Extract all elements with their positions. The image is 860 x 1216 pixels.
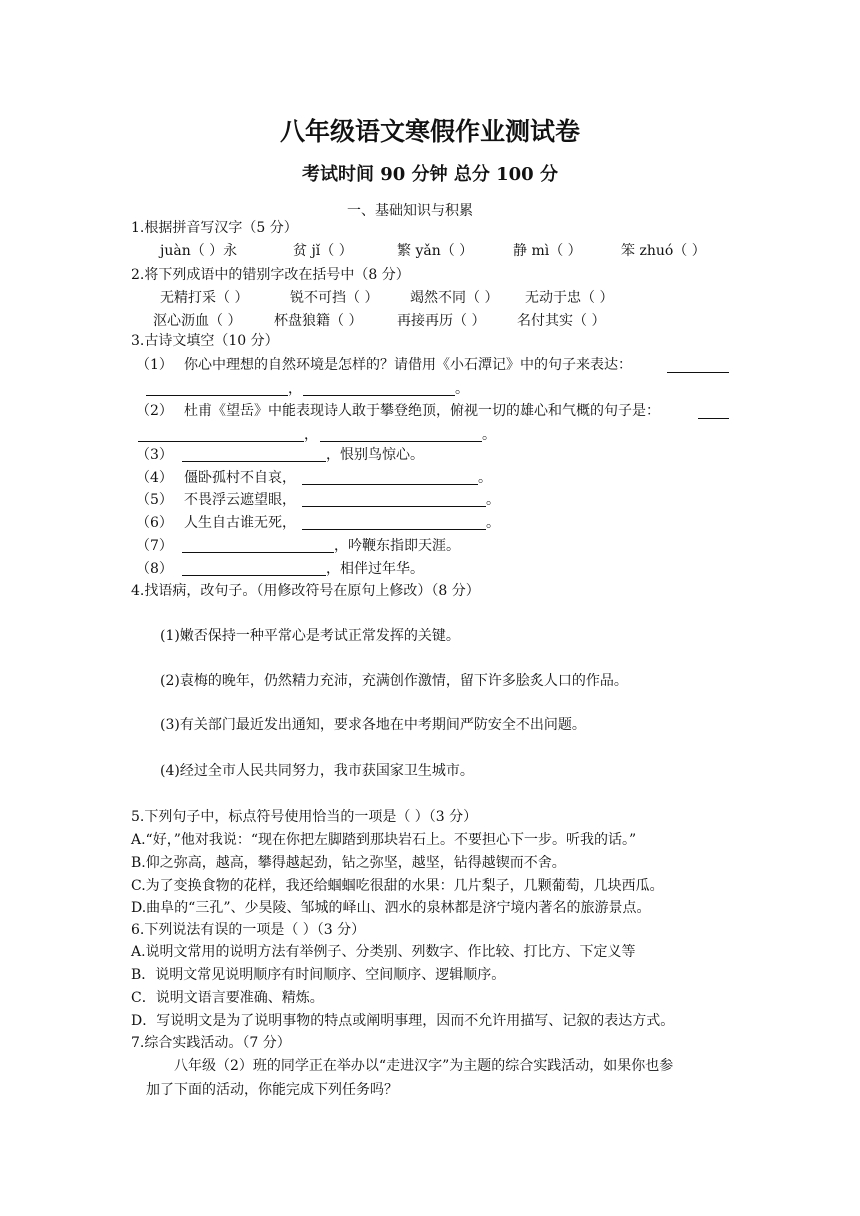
period: 。 — [478, 470, 492, 486]
q1-item: 贫 jǐ（ ） — [293, 243, 353, 259]
q1-stem: 1.根据拼音写汉字（5 分） — [131, 220, 298, 236]
answer-blank — [146, 381, 288, 396]
item-number: （3） — [136, 447, 173, 463]
period: 。 — [482, 427, 496, 443]
option-d: D.曲阜的“三孔”、少昊陵、邹城的峄山、泗水的泉林都是济宁境内著名的旅游景点。 — [131, 900, 651, 916]
q1-item: juàn（ ）永 — [160, 243, 238, 259]
question-text: ，相伴过年华。 — [326, 561, 424, 577]
comma: ， — [288, 381, 302, 397]
idiom-item: 竭然不同（ ） — [410, 290, 499, 306]
question-text: ，吟鞭东指即天涯。 — [334, 538, 460, 554]
answer-blank — [667, 358, 729, 373]
question-text: 杜甫《望岳》中能表现诗人敢于攀登绝顶，俯视一切的雄心和气概的句子是： — [184, 403, 660, 419]
answer-blank — [302, 470, 478, 485]
idiom-item: 无精打采（ ） — [160, 290, 249, 306]
answer-blank — [698, 404, 729, 419]
answer-blank — [302, 515, 486, 530]
q5-stem: 5.下列句子中，标点符号使用恰当的一项是（ ）（3 分） — [131, 809, 478, 825]
sentence: (1)嫩否保持一种平常心是考试正常发挥的关键。 — [160, 628, 460, 644]
option-a: A.“好，”他对我说：“现在你把左脚踏到那块岩石上。不要担心下一步。听我的话。” — [131, 832, 637, 848]
item-number: （8） — [136, 561, 173, 577]
answer-blank — [138, 427, 304, 442]
period: 。 — [486, 515, 500, 531]
comma: ， — [304, 427, 318, 443]
item-number: （2） — [136, 403, 173, 419]
answer-blank — [303, 381, 455, 396]
answer-blank — [182, 538, 334, 553]
q6-stem: 6.下列说法有误的一项是（ ）（3 分） — [131, 922, 366, 938]
period: 。 — [486, 492, 500, 508]
q4-stem: 4.找语病，改句子。（用修改符号在原句上修改）（8 分） — [131, 583, 480, 599]
idiom-item: 沤心沥血（ ） — [153, 313, 242, 329]
idiom-item: 锐不可挡（ ） — [290, 290, 379, 306]
period: 。 — [455, 381, 469, 397]
answer-blank — [302, 492, 486, 507]
item-number: （6） — [136, 515, 173, 531]
item-number: （4） — [136, 470, 173, 486]
q7-stem: 7.综合实践活动。（7 分） — [131, 1035, 291, 1051]
item-number: （1） — [136, 357, 173, 373]
option-c: C.为了变换食物的花样，我还给蝈蝈吃很甜的水果：几片梨子，几颗葡萄，几块西瓜。 — [131, 878, 664, 894]
q7-paragraph: 八年级（2）班的同学正在举办以“走进汉字”为主题的综合实践活动，如果你也参 — [174, 1058, 674, 1074]
idiom-item: 杯盘狼籍（ ） — [274, 313, 363, 329]
question-text: 不畏浮云遮望眼， — [184, 492, 296, 508]
q1-item: 静 mì（ ） — [513, 243, 582, 259]
answer-blank — [182, 561, 326, 576]
q2-stem: 2.将下列成语中的错别字改在括号中（8 分） — [131, 267, 410, 283]
option-c: C．说明文语言要准确、精炼。 — [131, 990, 324, 1006]
question-text: 你心中理想的自然环境是怎样的？请借用《小石潭记》中的句子来表达： — [184, 357, 632, 373]
option-d: D．写说明文是为了说明事物的特点或阐明事理，因而不允许用描写、记叙的表达方式。 — [131, 1013, 675, 1029]
idiom-item: 名付其实（ ） — [517, 313, 606, 329]
q3-stem: 3.古诗文填空（10 分） — [131, 333, 279, 349]
item-number: （5） — [136, 492, 173, 508]
idiom-item: 再接再历（ ） — [397, 313, 486, 329]
idiom-item: 无动于忠（ ） — [525, 290, 614, 306]
answer-blank — [182, 447, 326, 462]
exam-info: 考试时间 90 分钟 总分 100 分 — [302, 164, 558, 185]
q1-item: 繁 yǎn（ ） — [397, 243, 474, 259]
option-b: B.仰之弥高，越高，攀得越起劲，钻之弥坚，越坚，钻得越锲而不舍。 — [131, 855, 566, 871]
q1-item: 笨 zhuó（ ） — [621, 243, 706, 259]
answer-blank — [320, 427, 482, 442]
question-text: ，恨别鸟惊心。 — [326, 447, 424, 463]
page-title: 八年级语文寒假作业测试卷 — [279, 117, 580, 146]
section-heading: 一、基础知识与积累 — [347, 203, 473, 219]
question-text: 人生自古谁无死， — [184, 515, 296, 531]
sentence: (3)有关部门最近发出通知，要求各地在中考期间严防安全不出问题。 — [160, 717, 586, 733]
item-number: （7） — [136, 538, 173, 554]
sentence: (4)经过全市人民共同努力，我市获国家卫生城市。 — [160, 763, 474, 779]
option-a: A.说明文常用的说明方法有举例子、分类别、列数字、作比较、打比方、下定义等 — [131, 944, 636, 960]
question-text: 僵卧孤村不自哀， — [184, 470, 296, 486]
option-b: B．说明文常见说明顺序有时间顺序、空间顺序、逻辑顺序。 — [131, 967, 506, 983]
sentence: (2)袁梅的晚年，仍然精力充沛，充满创作激情，留下许多脍炙人口的作品。 — [160, 673, 628, 689]
q7-paragraph: 加了下面的活动，你能完成下列任务吗？ — [146, 1082, 398, 1098]
